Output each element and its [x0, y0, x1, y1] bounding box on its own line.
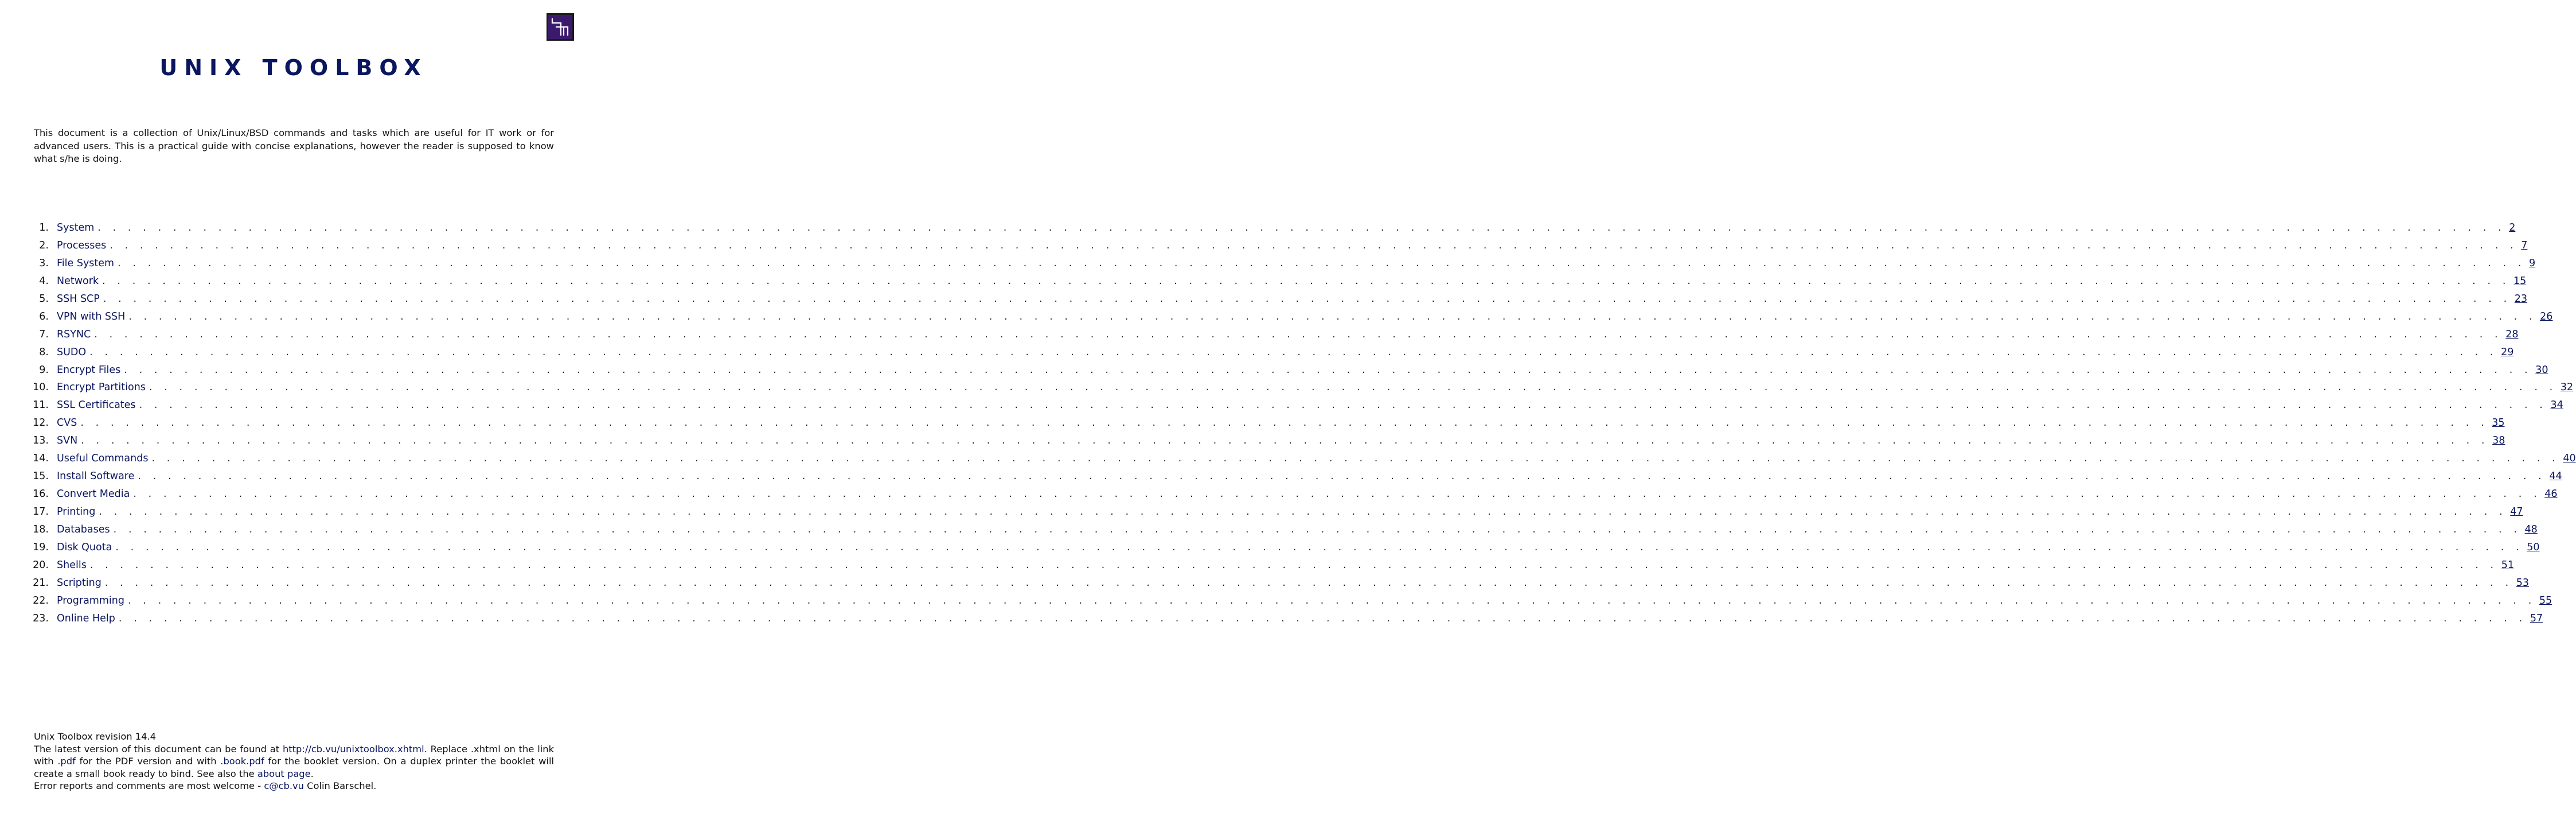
toc-row — [57, 541, 2540, 553]
toc-row — [57, 417, 2505, 429]
toc-row — [57, 488, 2558, 500]
toc-entry[interactable] — [0, 593, 2552, 611]
toc-row — [57, 399, 2563, 411]
toc-link[interactable]: Encrypt Files — [57, 364, 121, 376]
toc-entry[interactable] — [0, 451, 2576, 469]
toc-link[interactable]: Encrypt Partitions — [57, 382, 146, 394]
toc-row — [57, 275, 2527, 287]
toc-dot-leader: . . . . . . . . . . . . . . . . . . . . . . . . . . . . . . . . . . . . . . . . . . . . . . . . . . . . . . . . . . . . . . . . . . . . . . . . . . . . . . . . . . . . . . . . . . . . . . . . . . . . . . . . . . . . . . . . . . . . . . . . . . . . . . . . . . . . . . . . . . . . . . . . . . . . . . . . . . . . . . . . — [103, 293, 2511, 305]
document-title: UNIX TOOLBOX — [159, 55, 428, 80]
toc-row — [57, 382, 2574, 394]
toc-link[interactable]: Install Software — [57, 471, 135, 483]
toc-number: 18. — [33, 523, 49, 535]
toc-link[interactable]: Shells — [57, 559, 87, 571]
toc-dot-leader: . . . . . . . . . . . . . . . . . . . . . . . . . . . . . . . . . . . . . . . . . . . . . . . . . . . . . . . . . . . . . . . . . . . . . . . . . . . . . . . . . . . . . . . . . . . . . . . . . . . . . . . . . . . . . . . . . . . . . . . . . . . . . . . . . . . . . . . . . . . . . . . . . . . . . . . . . . . . . . . . — [113, 523, 2522, 535]
toc-entry[interactable] — [0, 540, 2540, 558]
toc-link[interactable]: SSH SCP — [57, 293, 100, 305]
toc-link[interactable]: Convert Media — [57, 488, 130, 500]
toc-link[interactable]: Programming — [57, 594, 124, 606]
toc-dot-leader: . . . . . . . . . . . . . . . . . . . . . . . . . . . . . . . . . . . . . . . . . . . . . . . . . . . . . . . . . . . . . . . . . . . . . . . . . . . . . . . . . . . . . . . . . . . . . . . . . . . . . . . . . . . . . . . . . . . . . . . . . . . . . . . . . . . . . . . . . . . . . . . . . . . . . . . . . . . . . . . . — [115, 541, 2524, 553]
toc-link[interactable]: VPN with SSH — [57, 310, 126, 322]
toc-row — [57, 435, 2505, 447]
toc-entry[interactable] — [0, 398, 2563, 415]
toc-entry[interactable] — [0, 558, 2515, 576]
toc-dot-leader: . . . . . . . . . . . . . . . . . . . . . . . . . . . . . . . . . . . . . . . . . . . . . . . . . . . . . . . . . . . . . . . . . . . . . . . . . . . . . . . . . . . . . . . . . . . . . . . . . . . . . . . . . . . . . . . . . . . . . . . . . . . . . . . . . . . . . . . . . . . . . . . . . . . . . . . . . . . . . . . . — [138, 471, 2546, 483]
toc-page-number[interactable]: 15 — [2513, 275, 2527, 287]
toc-link[interactable]: Network — [57, 275, 99, 287]
toc-number: 9. — [39, 364, 49, 376]
toc-page-number[interactable]: 2 — [2509, 222, 2516, 234]
toc-number: 1. — [39, 222, 49, 234]
toc-dot-leader: . . . . . . . . . . . . . . . . . . . . . . . . . . . . . . . . . . . . . . . . . . . . . . . . . . . . . . . . . . . . . . . . . . . . . . . . . . . . . . . . . . . . . . . . . . . . . . . . . . . . . . . . . . . . . . . . . . . . . . . . . . . . . . . . . . . . . . . . . . . . . . . . . . . . . . . . . . . . . . . . — [104, 577, 2513, 589]
unix-toolbox-logo — [547, 13, 574, 41]
toc-entry[interactable] — [0, 469, 2562, 487]
toc-link[interactable]: File System — [57, 257, 115, 269]
table-of-contents — [0, 220, 2576, 629]
toc-entry[interactable] — [0, 433, 2505, 451]
toc-link[interactable]: Useful Commands — [57, 453, 149, 465]
toc-dot-leader: . . . . . . . . . . . . . . . . . . . . . . . . . . . . . . . . . . . . . . . . . . . . . . . . . . . . . . . . . . . . . . . . . . . . . . . . . . . . . . . . . . . . . . . . . . . . . . . . . . . . . . . . . . . . . . . . . . . . . . . . . . . . . . . . . . . . . . . . . . . . . . . . . . . . . . . . . . . . . . . . — [133, 488, 2542, 500]
latest-version-paragraph: The latest version of this document can be found at http://cb.vu/unixtoolbox.xhtml. Replace .xhtml on the link with .pdf for the PDF version and with .book.pdf for the booklet version. On a duplex printer the booklet will create a small book ready to bind. See also the about page. — [34, 743, 555, 779]
toc-number: 21. — [33, 577, 49, 589]
toc-page-number[interactable]: 29 — [2501, 346, 2514, 358]
toc-number: 7. — [39, 328, 49, 340]
toc-row — [57, 310, 2553, 322]
toc-link[interactable]: System — [57, 222, 95, 234]
toc-dot-leader: . . . . . . . . . . . . . . . . . . . . . . . . . . . . . . . . . . . . . . . . . . . . . . . . . . . . . . . . . . . . . . . . . . . . . . . . . . . . . . . . . . . . . . . . . . . . . . . . . . . . . . . . . . . . . . . . . . . . . . . . . . . . . . . . . . . . . . . . . . . . . . . . . . . . . . . . . . . . . . . . — [94, 328, 2503, 340]
toc-number: 10. — [33, 382, 49, 394]
toc-number: 8. — [39, 346, 49, 358]
document-footer — [34, 730, 554, 792]
toc-number: 14. — [33, 453, 49, 465]
toc-entry[interactable] — [0, 487, 2558, 504]
toc-row — [57, 523, 2538, 535]
toc-dot-leader: . . . . . . . . . . . . . . . . . . . . . . . . . . . . . . . . . . . . . . . . . . . . . . . . . . . . . . . . . . . . . . . . . . . . . . . . . . . . . . . . . . . . . . . . . . . . . . . . . . . . . . . . . . . . . . . . . . . . . . . . . . . . . . . . . . . . . . . . . . . . . . . . . . . . . . . . . . . . . . . . — [127, 594, 2536, 606]
toc-dot-leader: . . . . . . . . . . . . . . . . . . . . . . . . . . . . . . . . . . . . . . . . . . . . . . . . . . . . . . . . . . . . . . . . . . . . . . . . . . . . . . . . . . . . . . . . . . . . . . . . . . . . . . . . . . . . . . . . . . . . . . . . . . . . . . . . . . . . . . . . . . . . . . . . . . . . . . . . . . . . . . . . — [124, 364, 2532, 376]
toc-dot-leader: . . . . . . . . . . . . . . . . . . . . . . . . . . . . . . . . . . . . . . . . . . . . . . . . . . . . . . . . . . . . . . . . . . . . . . . . . . . . . . . . . . . . . . . . . . . . . . . . . . . . . . . . . . . . . . . . . . . . . . . . . . . . . . . . . . . . . . . . . . . . . . . . . . . . . . . . . . . . . . . . — [81, 435, 2489, 447]
toc-entry[interactable] — [0, 504, 2523, 522]
toc-number: 13. — [33, 435, 49, 447]
toc-entry[interactable] — [0, 345, 2514, 363]
toc-dot-leader: . . . . . . . . . . . . . . . . . . . . . . . . . . . . . . . . . . . . . . . . . . . . . . . . . . . . . . . . . . . . . . . . . . . . . . . . . . . . . . . . . . . . . . . . . . . . . . . . . . . . . . . . . . . . . . . . . . . . . . . . . . . . . . . . . . . . . . . . . . . . . . . . . . . . . . . . . . . . . . . . — [128, 310, 2537, 322]
toc-row — [57, 346, 2514, 358]
toc-page-number[interactable]: 51 — [2501, 559, 2515, 571]
error-reports-line: Error reports and comments are most welcome - c@cb.vu Colin Barschel. — [34, 780, 377, 792]
toc-dot-leader: . . . . . . . . . . . . . . . . . . . . . . . . . . . . . . . . . . . . . . . . . . . . . . . . . . . . . . . . . . . . . . . . . . . . . . . . . . . . . . . . . . . . . . . . . . . . . . . . . . . . . . . . . . . . . . . . . . . . . . . . . . . . . . . . . . . . . . . . . . . . . . . . . . . . . . . . . . . . . . . . — [118, 612, 2527, 624]
toc-page-number[interactable]: 47 — [2510, 506, 2523, 518]
toc-number: 16. — [33, 488, 49, 500]
unixtoolbox-url-link[interactable]: http://cb.vu/unixtoolbox.xhtml — [282, 743, 424, 755]
toc-page-number[interactable]: 23 — [2514, 293, 2528, 305]
intro-paragraph: This document is a collection of Unix/Linux/BSD commands and tasks which are useful for IT work or for advanced users. This is a practical guide with concise explanations, however the reader is supposed to know what s/he is doing. — [34, 127, 554, 165]
toc-entry[interactable] — [0, 274, 2527, 291]
toc-dot-leader: . . . . . . . . . . . . . . . . . . . . . . . . . . . . . . . . . . . . . . . . . . . . . . . . . . . . . . . . . . . . . . . . . . . . . . . . . . . . . . . . . . . . . . . . . . . . . . . . . . . . . . . . . . . . . . . . . . . . . . . . . . . . . . . . . . . . . . . . . . . . . . . . . . . . . . . . . . . . . . . . — [149, 382, 2557, 394]
toc-entry[interactable] — [0, 220, 2516, 238]
toc-entry[interactable] — [0, 611, 2543, 629]
toc-page-number[interactable]: 38 — [2492, 435, 2505, 447]
toc-page-number[interactable]: 53 — [2516, 577, 2530, 589]
toc-number: 17. — [33, 506, 49, 518]
toc-page-number[interactable]: 32 — [2560, 382, 2574, 394]
toc-dot-leader: . . . . . . . . . . . . . . . . . . . . . . . . . . . . . . . . . . . . . . . . . . . . . . . . . . . . . . . . . . . . . . . . . . . . . . . . . . . . . . . . . . . . . . . . . . . . . . . . . . . . . . . . . . . . . . . . . . . . . . . . . . . . . . . . . . . . . . . . . . . . . . . . . . . . . . . . . . . . . . . . — [139, 399, 2547, 411]
toc-dot-leader: . . . . . . . . . . . . . . . . . . . . . . . . . . . . . . . . . . . . . . . . . . . . . . . . . . . . . . . . . . . . . . . . . . . . . . . . . . . . . . . . . . . . . . . . . . . . . . . . . . . . . . . . . . . . . . . . . . . . . . . . . . . . . . . . . . . . . . . . . . . . . . . . . . . . . . . . . . . . . . . . — [118, 257, 2526, 269]
toc-link[interactable]: SSL Certificates — [57, 399, 136, 411]
toc-dot-leader: . . . . . . . . . . . . . . . . . . . . . . . . . . . . . . . . . . . . . . . . . . . . . . . . . . . . . . . . . . . . . . . . . . . . . . . . . . . . . . . . . . . . . . . . . . . . . . . . . . . . . . . . . . . . . . . . . . . . . . . . . . . . . . . . . . . . . . . . . . . . . . . . . . . . . . . . . . . . . . . . — [151, 453, 2560, 465]
toc-page-number[interactable]: 50 — [2527, 541, 2540, 553]
toc-entry[interactable] — [0, 327, 2519, 345]
about-page-link[interactable]: about page — [257, 768, 311, 779]
toc-page-number[interactable]: 9 — [2529, 257, 2536, 269]
booklet-pdf-link[interactable]: .book.pdf — [220, 756, 264, 767]
toc-link[interactable]: RSYNC — [57, 328, 91, 340]
toc-number: 3. — [39, 257, 49, 269]
toc-link[interactable]: Printing — [57, 506, 96, 518]
toc-page-number[interactable]: 40 — [2563, 453, 2576, 465]
toc-entry[interactable] — [0, 238, 2528, 256]
toc-dot-leader: . . . . . . . . . . . . . . . . . . . . . . . . . . . . . . . . . . . . . . . . . . . . . . . . . . . . . . . . . . . . . . . . . . . . . . . . . . . . . . . . . . . . . . . . . . . . . . . . . . . . . . . . . . . . . . . . . . . . . . . . . . . . . . . . . . . . . . . . . . . . . . . . . . . . . . . . . . . . . . . . — [110, 239, 2518, 251]
toc-entry[interactable] — [0, 576, 2530, 593]
unix-toolbox-logo-icon — [548, 15, 572, 39]
toc-number: 12. — [33, 417, 49, 429]
toc-row — [57, 364, 2548, 376]
pdf-link[interactable]: .pdf — [57, 756, 76, 767]
toc-page-number[interactable]: 30 — [2535, 364, 2548, 376]
toc-dot-leader: . . . . . . . . . . . . . . . . . . . . . . . . . . . . . . . . . . . . . . . . . . . . . . . . . . . . . . . . . . . . . . . . . . . . . . . . . . . . . . . . . . . . . . . . . . . . . . . . . . . . . . . . . . . . . . . . . . . . . . . . . . . . . . . . . . . . . . . . . . . . . . . . . . . . . . . . . . . . . . . . — [89, 559, 2498, 571]
toc-row — [57, 559, 2515, 571]
toc-entry[interactable] — [0, 522, 2538, 540]
toc-row — [57, 506, 2523, 518]
toc-entry[interactable] — [0, 291, 2528, 309]
toc-row — [57, 594, 2552, 606]
toc-entry[interactable] — [0, 380, 2574, 398]
toc-number: 20. — [33, 559, 49, 571]
toc-number: 23. — [33, 612, 49, 624]
toc-number: 11. — [33, 399, 49, 411]
toc-number: 2. — [39, 239, 49, 251]
toc-row — [57, 222, 2516, 234]
toc-dot-leader: . . . . . . . . . . . . . . . . . . . . . . . . . . . . . . . . . . . . . . . . . . . . . . . . . . . . . . . . . . . . . . . . . . . . . . . . . . . . . . . . . . . . . . . . . . . . . . . . . . . . . . . . . . . . . . . . . . . . . . . . . . . . . . . . . . . . . . . . . . . . . . . . . . . . . . . . . . . . . . . . — [89, 346, 2498, 358]
toc-page-number[interactable]: 28 — [2505, 328, 2519, 340]
toc-link[interactable]: Scripting — [57, 577, 102, 589]
toc-row — [57, 293, 2528, 305]
toc-entry[interactable] — [0, 363, 2548, 380]
toc-entry[interactable] — [0, 256, 2536, 274]
toc-link[interactable]: Processes — [57, 239, 107, 251]
toc-number: 6. — [39, 310, 49, 322]
toc-page-number[interactable]: 7 — [2521, 239, 2528, 251]
toc-row — [57, 471, 2562, 483]
toc-page-number[interactable]: 46 — [2544, 488, 2558, 500]
toc-page-number[interactable]: 35 — [2492, 417, 2505, 429]
toc-dot-leader: . . . . . . . . . . . . . . . . . . . . . . . . . . . . . . . . . . . . . . . . . . . . . . . . . . . . . . . . . . . . . . . . . . . . . . . . . . . . . . . . . . . . . . . . . . . . . . . . . . . . . . . . . . . . . . . . . . . . . . . . . . . . . . . . . . . . . . . . . . . . . . . . . . . . . . . . . . . . . . . . — [102, 275, 2510, 287]
email-link[interactable]: c@cb.vu — [264, 780, 304, 792]
toc-link[interactable]: Disk Quota — [57, 541, 112, 553]
toc-row — [57, 612, 2543, 624]
toc-number: 19. — [33, 541, 49, 553]
toc-row — [57, 577, 2530, 589]
toc-number: 15. — [33, 471, 49, 483]
toc-page-number[interactable]: 48 — [2524, 523, 2538, 535]
toc-dot-leader: . . . . . . . . . . . . . . . . . . . . . . . . . . . . . . . . . . . . . . . . . . . . . . . . . . . . . . . . . . . . . . . . . . . . . . . . . . . . . . . . . . . . . . . . . . . . . . . . . . . . . . . . . . . . . . . . . . . . . . . . . . . . . . . . . . . . . . . . . . . . . . . . . . . . . . . . . . . . . . . . — [97, 222, 2506, 234]
toc-entry[interactable] — [0, 415, 2505, 433]
toc-dot-leader: . . . . . . . . . . . . . . . . . . . . . . . . . . . . . . . . . . . . . . . . . . . . . . . . . . . . . . . . . . . . . . . . . . . . . . . . . . . . . . . . . . . . . . . . . . . . . . . . . . . . . . . . . . . . . . . . . . . . . . . . . . . . . . . . . . . . . . . . . . . . . . . . . . . . . . . . . . . . . . . . — [99, 506, 2507, 518]
toc-link[interactable]: Databases — [57, 523, 110, 535]
toc-page-number[interactable]: 57 — [2530, 612, 2543, 624]
toc-link[interactable]: SUDO — [57, 346, 87, 358]
toc-page-number[interactable]: 44 — [2549, 471, 2562, 483]
toc-entry[interactable] — [0, 309, 2553, 327]
toc-link[interactable]: SVN — [57, 435, 78, 447]
toc-page-number[interactable]: 55 — [2539, 594, 2552, 606]
toc-page-number[interactable]: 26 — [2540, 310, 2553, 322]
revision-line: Unix Toolbox revision 14.4 — [34, 731, 157, 742]
toc-row — [57, 453, 2576, 465]
toc-row — [57, 257, 2536, 269]
toc-row — [57, 328, 2519, 340]
toc-link[interactable]: CVS — [57, 417, 77, 429]
toc-link[interactable]: Online Help — [57, 612, 115, 624]
toc-number: 22. — [33, 594, 49, 606]
toc-dot-leader: . . . . . . . . . . . . . . . . . . . . . . . . . . . . . . . . . . . . . . . . . . . . . . . . . . . . . . . . . . . . . . . . . . . . . . . . . . . . . . . . . . . . . . . . . . . . . . . . . . . . . . . . . . . . . . . . . . . . . . . . . . . . . . . . . . . . . . . . . . . . . . . . . . . . . . . . . . . . . . . . — [80, 417, 2489, 429]
toc-row — [57, 239, 2528, 251]
toc-page-number[interactable]: 34 — [2550, 399, 2563, 411]
toc-number: 4. — [39, 275, 49, 287]
toc-number: 5. — [39, 293, 49, 305]
